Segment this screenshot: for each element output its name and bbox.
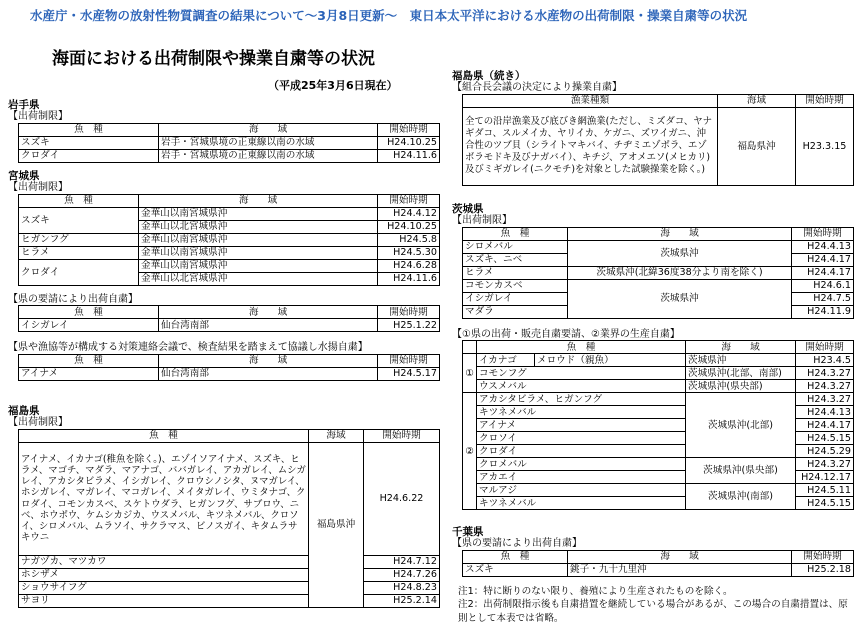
table-row: クロメバル 茨城県沖(県央部) H24.3.27 [463, 458, 854, 471]
table-row: クロダイ H24.5.29 [463, 445, 854, 458]
ibaraki-table: 魚 種 海 域 開始時期 シロメバル 茨城県沖 H24.4.13 スズキ、ニベ H24.4.17 ヒラメ 茨城県沖(北緯36度38分より南を除く) H24.4.17 コモンカスベ 茨城県沖 H24.6.1 イシガレイ H24.7.5 マダラ H24.11.9 [462, 227, 854, 319]
footnotes [458, 585, 853, 625]
iwate-subheading: 【出荷制限】 [8, 111, 68, 123]
fukushima-subheading: 【出荷制限】 [8, 417, 68, 429]
iwate-heading: 岩手県 [8, 99, 40, 111]
table-row: ヒガンフグ 金華山以南宮城県沖 H24.5.8 [19, 233, 440, 246]
ibaraki-heading: 茨城県 [452, 203, 484, 215]
ibaraki-table-2: 魚 種 海 域 開始時期 ① イカナゴ メロウド（親魚） 茨城県沖 H23.4.5 コモンフグ 茨城県沖(北部、南部) H24.3.27 ウスメバル 茨城県沖(県央部) H24.3.27 ② アカシタビラメ、ヒガンフグ 茨城県沖(北部) H24.3.27 キツネメバル H24.4.13 アイナメ H24.4.17 クロソイ H24.5.15 クロダイ H24.5.29 クロメバル 茨城県沖(県央部) H24.3.27 アカエイ H24.12.17 マルアジ 茨城県沖(南部) H24.5.11 キツネメバル H24.5.15 [462, 340, 854, 510]
table-row: ① イカナゴ メロウド（親魚） 茨城県沖 H23.4.5 [463, 354, 854, 367]
table-row: ヒラメ 金華山以南宮城県沖 H24.5.30 [19, 246, 440, 259]
table-row: マダラ H24.11.9 [463, 305, 854, 318]
table-row: サヨリ H25.2.14 [19, 594, 440, 607]
table-row: スズキ 岩手・宮城県境の正東線以南の水域 H24.10.25 [19, 136, 440, 149]
miyagi-subheading-3: 【県や漁協等が構成する対策連絡会議で、検査結果を踏まえて協議し水揚自粛】 [8, 342, 368, 354]
miyagi-table-2: 魚 種 海 域 開始時期 イシガレイ 仙台湾南部 H25.1.22 [18, 305, 440, 332]
table-row: イシガレイ 仙台湾南部 H25.1.22 [19, 319, 440, 332]
table-row: クロダイ 岩手・宮城県境の正東線以南の水域 H24.11.6 [19, 149, 440, 162]
table-row: シロメバル 茨城県沖 H24.4.13 [463, 240, 854, 253]
chiba-section [452, 526, 854, 577]
table-row: ショウサイフグ H24.8.23 [19, 581, 440, 594]
table-row: ナガヅカ、マツカワ H24.7.12 [19, 555, 440, 568]
table-row: キツネメバル H24.4.13 [463, 406, 854, 419]
table-row: スズキ 金華山以南宮城県沖 H24.4.12 [19, 207, 440, 220]
table-row: アカエイ H24.12.17 [463, 471, 854, 484]
miyagi-subheading-2: 【県の要請により出荷自粛】 [8, 293, 138, 305]
col-start: 開始時期 [378, 123, 440, 136]
ibaraki-subheading-2: 【①県の出荷・販売自粛要請、②業界の生産自粛】 [452, 328, 680, 340]
footnote-1: 注1：特に断りのない限り、養殖により生産されたものを除く。 [458, 586, 733, 597]
iwate-section [8, 99, 440, 163]
col-area: 海 域 [159, 123, 378, 136]
ibaraki-section [452, 203, 854, 510]
table-row: キツネメバル H24.5.15 [463, 497, 854, 510]
fukushima-table: 魚 種 海域 開始時期 アイナメ、イカナゴ(稚魚を除く。)、エゾイソアイナメ、スズキ、ヒラメ、マゴチ、マダラ、マアナゴ、ババガレイ、アカガレイ、ムシガレイ、アカシタビラメ、イシガレイ、クロウシノシタ、ヌマガレイ、ホシガレイ、マガレイ、マコガレイ、メイタガレイ、ウミタナゴ、クロダイ、コモンカスベ、スケトウダラ、ヒガンフグ、サブロウ、ニベ、ホウボウ、ケムシカジカ、ウスメバル、キツネメバル、クロソイ、シロメバル、ムラソイ、サクラマス、ビノスガイ、キタムラサキウニ 福島県沖 H24.6.22 ナガヅカ、マツカワ H24.7.12 ホシザメ H24.7.26 ショウサイフグ H24.8.23 サヨリ H25.2.14 [18, 429, 440, 608]
table-row: 全ての沿岸漁業及び底びき網漁業(ただし、ミズダコ、ヤナギダコ、スルメイカ、ヤリイカ、ケガニ、ズワイガニ、沖合性のツブ貝（シライトマキバイ、チヂミエゾボラ、エゾボラモドキ及びナガバイ）、キチジ、アオメエソ(メヒカリ)及びミギガレイ(ニクモチ)を対象とした試験操業を除く。) 福島県沖 H23.3.15 [463, 107, 854, 185]
fukushima-section [8, 405, 440, 608]
table-row: ホシザメ H24.7.26 [19, 568, 440, 581]
chiba-table: 魚 種 海 域 開始時期 スズキ 銚子・九十九里沖 H25.2.18 [462, 550, 854, 577]
table-row: マルアジ 茨城県沖(南部) H24.5.11 [463, 484, 854, 497]
miyagi-table-3: 魚 種 海 域 開始時期 アイナメ 仙台湾南部 H24.5.17 [18, 354, 440, 381]
table-row: スズキ 銚子・九十九里沖 H25.2.18 [463, 563, 854, 576]
page-banner: 水産庁・水産物の放射性物質調査の結果について～3月8日更新～ 東日本太平洋における水産物の出荷制限・操業自粛等の状況 [30, 8, 748, 23]
table-row: アイナメ 仙台湾南部 H24.5.17 [19, 367, 440, 380]
chiba-heading: 千葉県 [452, 526, 484, 538]
table-row: イシガレイ H24.7.5 [463, 292, 854, 305]
table-row: コモンカスベ 茨城県沖 H24.6.1 [463, 279, 854, 292]
iwate-table [18, 123, 440, 163]
fukushima-cont-table: 漁業種類 海域 開始時期 全ての沿岸漁業及び底びき網漁業(ただし、ミズダコ、ヤナギダコ、スルメイカ、ヤリイカ、ケガニ、ズワイガニ、沖合性のツブ貝（シライトマキバイ、チヂミエゾボラ、エゾボラモドキ及びナガバイ）、キチジ、アオメエソ(メヒカリ)及びミギガレイ(ニクモチ)を対象とした試験操業を除く。) 福島県沖 H23.3.15 [462, 94, 854, 186]
page-title: 海面における出荷制限や操業自粛等の状況 [52, 49, 375, 69]
table-row: コモンフグ 茨城県沖(北部、南部) H24.3.27 [463, 367, 854, 380]
table-row: クロダイ 金華山以南宮城県沖 H24.6.28 [19, 259, 440, 272]
table-row: スズキ、ニベ H24.4.17 [463, 253, 854, 266]
chiba-subheading: 【県の要請により出荷自粛】 [452, 538, 582, 550]
col-fish: 魚 種 [19, 123, 159, 136]
table-row: ② アカシタビラメ、ヒガンフグ 茨城県沖(北部) H24.3.27 [463, 393, 854, 406]
miyagi-heading: 宮城県 [8, 170, 40, 182]
table-row: ヒラメ 茨城県沖(北緯36度38分より南を除く) H24.4.17 [463, 266, 854, 279]
fukushima-heading: 福島県 [8, 405, 40, 417]
miyagi-section [8, 170, 440, 381]
table-row: アイナメ H24.4.17 [463, 419, 854, 432]
as-of-date: （平成25年3月6日現在） [268, 79, 398, 92]
miyagi-subheading: 【出荷制限】 [8, 182, 68, 194]
group-1-marker: ① [463, 354, 477, 393]
table-row: アイナメ、イカナゴ(稚魚を除く。)、エゾイソアイナメ、スズキ、ヒラメ、マゴチ、マダラ、マアナゴ、ババガレイ、アカガレイ、ムシガレイ、アカシタビラメ、イシガレイ、クロウシノシタ、ヌマガレイ、ホシガレイ、マガレイ、マコガレイ、メイタガレイ、ウミタナゴ、クロダイ、コモンカスベ、スケトウダラ、ヒガンフグ、サブロウ、ニベ、ホウボウ、ケムシカジカ、ウスメバル、キツネメバル、クロソイ、シロメバル、ムラソイ、サクラマス、ビノスガイ、キタムラサキウニ 福島県沖 H24.6.22 [19, 442, 440, 555]
miyagi-table: 魚 種 海 域 開始時期 スズキ 金華山以南宮城県沖 H24.4.12 金華山以北宮城県沖 H24.10.25 ヒガンフグ 金華山以南宮城県沖 H24.5.8 ヒラメ 金華山以南宮城県沖 H24.5.30 クロダイ 金華山以南宮城県沖 H24.6.28 金華山以北宮城県沖 H24.11.6 [18, 194, 440, 286]
fukushima-cont-section [452, 70, 854, 186]
table-row: クロソイ H24.5.15 [463, 432, 854, 445]
table-row: 金華山以北宮城県沖 H24.11.6 [19, 272, 440, 285]
fukushima-cont-heading: 福島県（続き） [452, 70, 526, 82]
group-2-marker: ② [463, 393, 477, 510]
footnote-2: 注2：出荷制限指示後も自粛措置を継続している場合があるが、この場合の自粛措置は、原則として本表では省略。 [458, 599, 848, 624]
table-row: ウスメバル 茨城県沖(県央部) H24.3.27 [463, 380, 854, 393]
fukushima-cont-subheading: 【組合長会議の決定により操業自粛】 [452, 82, 622, 94]
ibaraki-subheading: 【出荷制限】 [452, 215, 512, 227]
table-row: 金華山以北宮城県沖 H24.10.25 [19, 220, 440, 233]
